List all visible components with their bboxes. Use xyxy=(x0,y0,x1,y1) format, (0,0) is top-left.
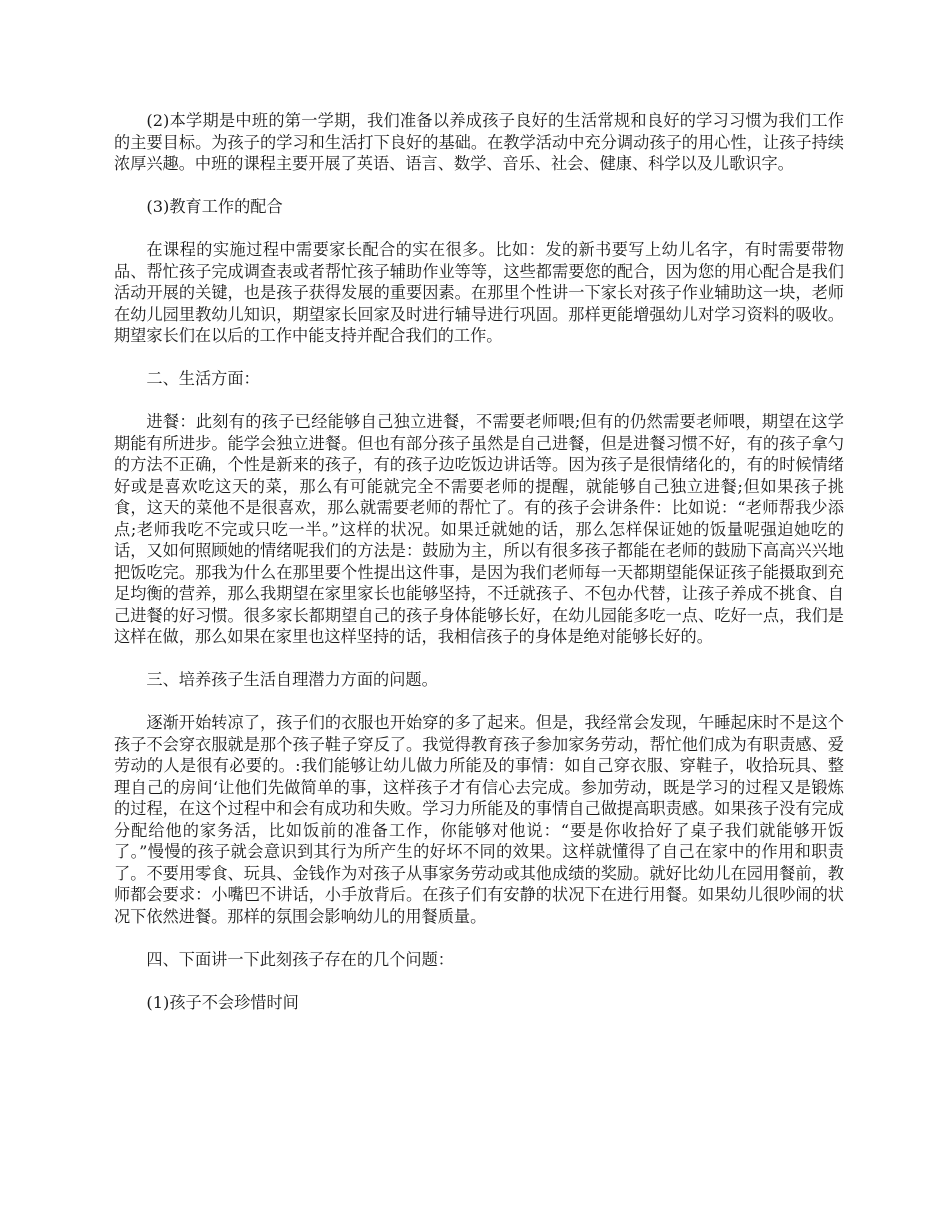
heading-self-care: 三、培养孩子生活自理潜力方面的问题。 xyxy=(146,670,438,689)
paragraph-self-care: 逐渐开始转凉了，孩子们的衣服也开始穿的多了起来。但是，我经常会发现，午睡起床时不是这个孩子不会穿衣服就是那个孩子鞋子穿反了。我觉得教育孩子参加家务劳动，帮忙他们成为有职责感、爱劳动的人是很有必要的。:我们能够让幼儿做力所能及的事情：如自己穿衣服、穿鞋子，收拾玩具、整理自己的房间‘让他们先做简单的事，这样孩子才有信心去完成。参加劳动，既是学习的过程又是锻炼的过程，在这个过程中和会有成功和失败。学习力所能及的事情自己做提高职责感。如果孩子没有完成分配给他的家务活，比如饭前的准备工作，你能够对他说：“要是你收拾好了桌子我们就能够开饭了。”慢慢的孩子就会意识到其行为所产生的好坏不同的效果。这样就懂得了自己在家中的作用和职责了。不要用零食、玩具、金钱作为对孩子从事家务劳动或其他成绩的奖励。就好比幼儿在园用餐前，教师都会要求：小嘴巴不讲话，小手放背后。在孩子们有安静的状况下在进行用餐。如果幼儿很吵闹的状况下依然进餐。那样的氛围会影响幼儿的用餐质量。 xyxy=(114,713,844,926)
heading-education-cooperation: (3)教育工作的配合 xyxy=(146,197,283,216)
paragraph-parent-cooperation: 在课程的实施过程中需要家长配合的实在很多。比如：发的新书要写上幼儿名字，有时需要带物品、帮忙孩子完成调查表或者帮忙孩子辅助作业等等，这些都需要您的配合，因为您的用心配合是我们活动开展的关键，也是孩子获得发展的重要因素。在那里个性讲一下家长对孩子作业辅助这一块，老师在幼儿园里教幼儿知识，期望家长回家及时进行辅导进行巩固。那样更能增强幼儿对学习资料的吸收。期望家长们在以后的工作中能支持并配合我们的工作。 xyxy=(114,240,844,345)
paragraph-eating: 进餐：此刻有的孩子已经能够自己独立进餐，不需要老师喂;但有的仍然需要老师喂，期望在这学期能有所进步。能学会独立进餐。但也有部分孩子虽然是自己进餐，但是进餐习惯不好，有的孩子拿勺的方法不正确，个性是新来的孩子，有的孩子边吃饭边讲话等。因为孩子是很情绪化的，有的时候情绪好或是喜欢吃这天的菜，那么有可能就完全不需要老师的提醒，就能够自己独立进餐;但如果孩子挑食，这天的菜他不是很喜欢，那么就需要老师的帮忙了。有的孩子会讲条件：比如说：“老师帮我少添点;老师我吃不完或只吃一半。”这样的状况。如果迁就她的话，那么怎样保证她的饭量呢强迫她吃的话，又如何照顾她的情绪呢我们的方法是：鼓励为主，所以有很多孩子都能在老师的鼓励下高高兴兴地把饭吃完。那我为什么在那里要个性提出这件事，是因为我们老师每一天都期望能保证孩子能摄取到充足均衡的营养，那么我期望在家里家长也能够坚持，不迁就孩子、不包办代替，让孩子养成不挑食、自己进餐的好习惯。很多家长都期望自己的孩子身体能够长好，在幼儿园能多吃一点、吃好一点，我们是这样在做，那么如果在家里也这样坚持的话，我相信孩子的身体是绝对能够长好的。 xyxy=(114,412,844,646)
heading-problems: 四、下面讲一下此刻孩子存在的几个问题： xyxy=(146,949,454,969)
heading-life-aspects: 二、生活方面： xyxy=(146,369,260,388)
paragraph-semester-goals: (2)本学期是中班的第一学期，我们准备以养成孩子良好的生活常规和良好的学习习惯为我们工作的主要目标。为孩子的学习和生活打下良好的基础。在教学活动中充分调动孩子的用心性，让孩子持续浓厚兴趣。中班的课程主要开展了英语、语言、数学、音乐、社会、健康、科学以及儿歌识字。 xyxy=(114,111,844,173)
document-page xyxy=(114,110,844,1035)
heading-time-problem: (1)孩子不会珍惜时间 xyxy=(146,992,299,1012)
